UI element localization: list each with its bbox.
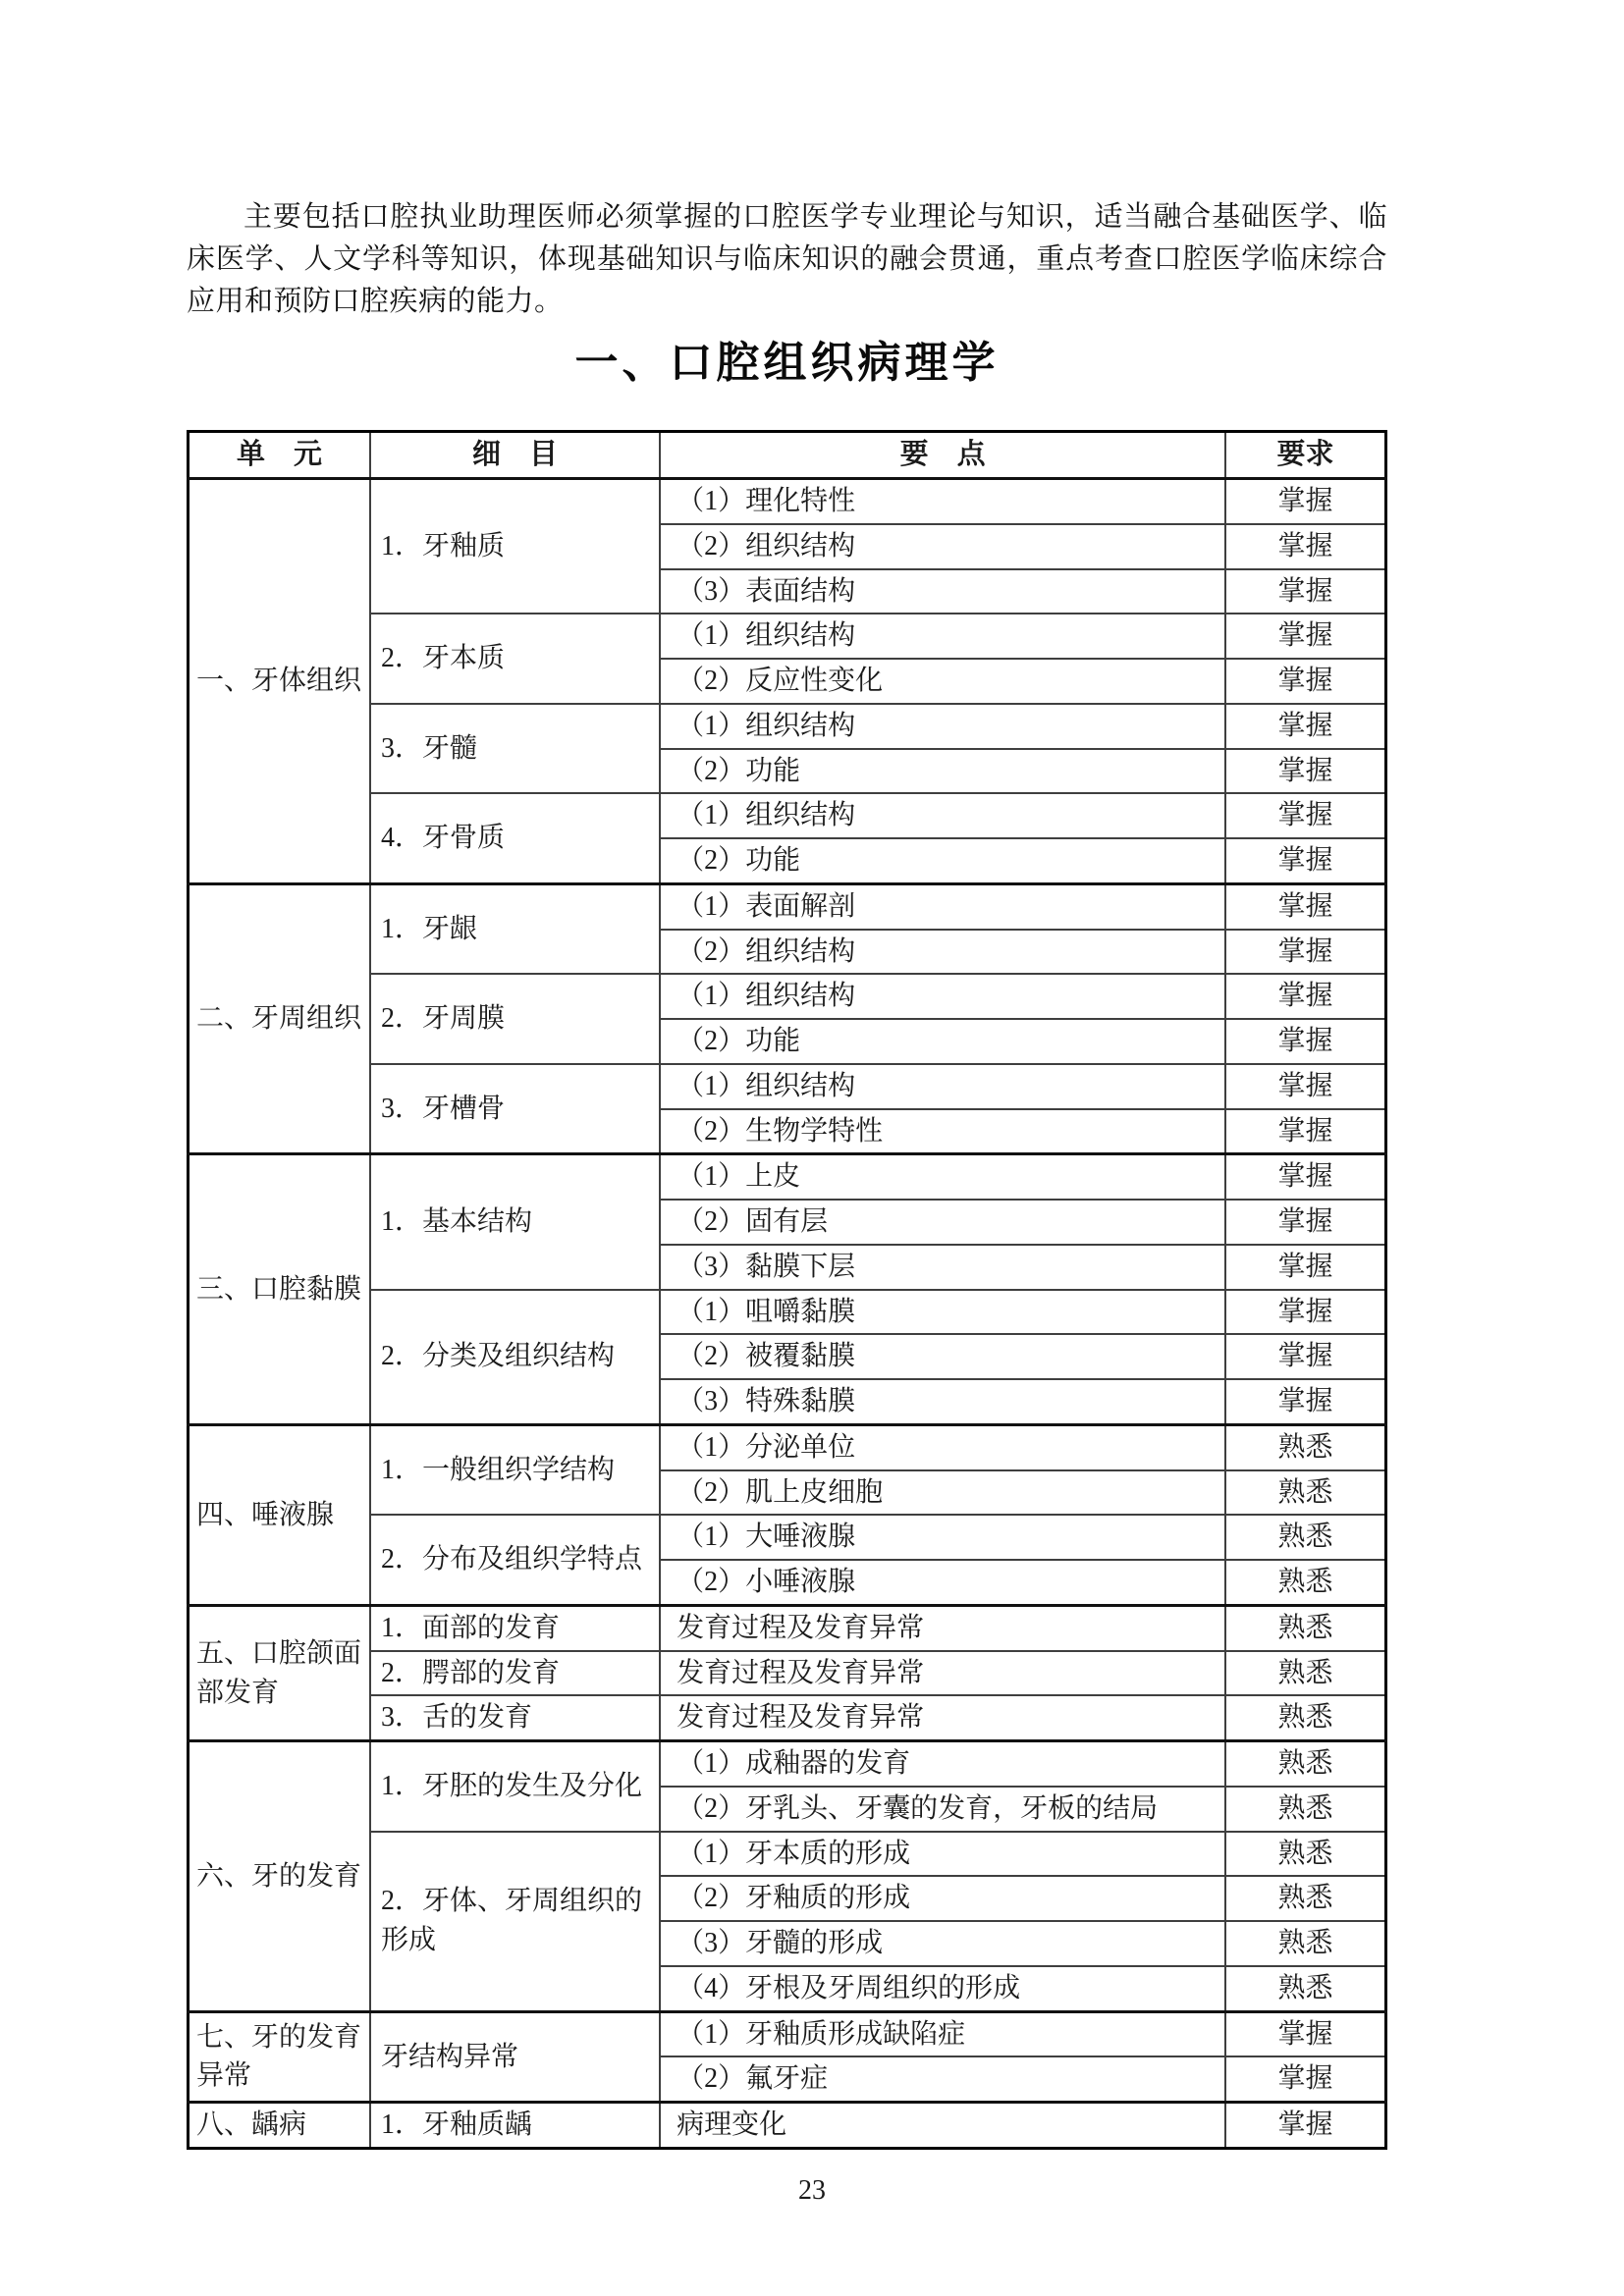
- table-row: [189, 883, 1386, 929]
- requirement-cell: 掌握: [1225, 749, 1386, 794]
- requirement-cell: 掌握: [1225, 659, 1386, 704]
- detail-cell: 1．牙胚的发生及分化: [370, 1741, 660, 1832]
- point-cell: （2）氟牙症: [660, 2056, 1225, 2102]
- point-cell: （1）上皮: [660, 1154, 1225, 1200]
- column-header-detail: 细 目: [370, 432, 660, 479]
- requirement-cell: 熟悉: [1225, 1876, 1386, 1921]
- requirement-cell: 掌握: [1225, 1379, 1386, 1424]
- detail-cell: 1．牙龈: [370, 883, 660, 974]
- point-cell: （3）黏膜下层: [660, 1245, 1225, 1290]
- requirement-cell: 掌握: [1225, 1200, 1386, 1245]
- requirement-cell: 熟悉: [1225, 1470, 1386, 1516]
- point-cell: （2）反应性变化: [660, 659, 1225, 704]
- detail-cell: 2．分类及组织结构: [370, 1290, 660, 1425]
- point-cell: （1）组织结构: [660, 1064, 1225, 1109]
- point-cell: （1）组织结构: [660, 614, 1225, 659]
- detail-cell: 1．一般组织学结构: [370, 1424, 660, 1515]
- requirement-cell: 掌握: [1225, 1064, 1386, 1109]
- requirement-cell: 掌握: [1225, 1154, 1386, 1200]
- point-cell: 病理变化: [660, 2103, 1225, 2149]
- requirement-cell: 掌握: [1225, 1334, 1386, 1379]
- unit-cell: 三、口腔黏膜: [189, 1154, 370, 1425]
- unit-cell: 一、牙体组织: [189, 479, 370, 884]
- requirement-cell: 熟悉: [1225, 1651, 1386, 1696]
- unit-cell: 六、牙的发育: [189, 1741, 370, 2012]
- detail-cell: 4．牙骨质: [370, 793, 660, 883]
- requirement-cell: 熟悉: [1225, 1605, 1386, 1650]
- detail-cell: 3．牙槽骨: [370, 1064, 660, 1154]
- requirement-cell: 熟悉: [1225, 1515, 1386, 1560]
- point-cell: （3）表面结构: [660, 569, 1225, 614]
- point-cell: （1）表面解剖: [660, 883, 1225, 929]
- point-cell: 发育过程及发育异常: [660, 1695, 1225, 1740]
- point-cell: （1）牙釉质形成缺陷症: [660, 2011, 1225, 2056]
- unit-cell: 二、牙周组织: [189, 883, 370, 1154]
- requirement-cell: 熟悉: [1225, 1832, 1386, 1877]
- point-cell: （1）组织结构: [660, 974, 1225, 1019]
- requirement-cell: 掌握: [1225, 883, 1386, 929]
- point-cell: （1）成釉器的发育: [660, 1741, 1225, 1787]
- requirement-cell: 熟悉: [1225, 1921, 1386, 1966]
- requirement-cell: 熟悉: [1225, 1560, 1386, 1605]
- detail-cell: 2．腭部的发育: [370, 1651, 660, 1696]
- requirement-cell: 熟悉: [1225, 1424, 1386, 1469]
- requirement-cell: 熟悉: [1225, 1741, 1386, 1787]
- requirement-cell: 掌握: [1225, 2011, 1386, 2056]
- point-cell: （1）分泌单位: [660, 1424, 1225, 1469]
- requirement-cell: 掌握: [1225, 524, 1386, 569]
- table-row: [189, 479, 1386, 524]
- requirement-cell: 掌握: [1225, 930, 1386, 975]
- requirement-cell: 掌握: [1225, 704, 1386, 749]
- table-row: [189, 1154, 1386, 1200]
- intro-paragraph: 主要包括口腔执业助理医师必须掌握的口腔医学专业理论与知识，适当融合基础医学、临床医学、人文学科等知识，体现基础知识与临床知识的融会贯通，重点考查口腔医学临床综合应用和预防口腔疾病的能力。: [187, 201, 1387, 317]
- detail-cell: 1．牙釉质: [370, 479, 660, 614]
- point-cell: （2）小唾液腺: [660, 1560, 1225, 1605]
- page-number: 23: [798, 2174, 826, 2206]
- point-cell: （2）组织结构: [660, 524, 1225, 569]
- point-cell: （2）生物学特性: [660, 1109, 1225, 1154]
- syllabus-table: [187, 430, 1387, 2150]
- requirement-cell: 掌握: [1225, 614, 1386, 659]
- detail-cell: 牙结构异常: [370, 2011, 660, 2103]
- unit-cell: 五、口腔颌面部发育: [189, 1605, 370, 1740]
- requirement-cell: 熟悉: [1225, 1787, 1386, 1832]
- requirement-cell: 掌握: [1225, 1109, 1386, 1154]
- point-cell: （2）组织结构: [660, 930, 1225, 975]
- requirement-cell: 掌握: [1225, 1245, 1386, 1290]
- point-cell: （1）理化特性: [660, 479, 1225, 524]
- point-cell: 发育过程及发育异常: [660, 1651, 1225, 1696]
- point-cell: （2）被覆黏膜: [660, 1334, 1225, 1379]
- point-cell: （1）咀嚼黏膜: [660, 1290, 1225, 1335]
- detail-cell: 3．舌的发育: [370, 1695, 660, 1740]
- detail-cell: 2．牙周膜: [370, 974, 660, 1064]
- detail-cell: 1．牙釉质龋: [370, 2103, 660, 2149]
- table-header-row: [189, 432, 1386, 479]
- point-cell: （2）固有层: [660, 1200, 1225, 1245]
- requirement-cell: 掌握: [1225, 2103, 1386, 2149]
- requirement-cell: 掌握: [1225, 793, 1386, 838]
- point-cell: （2）牙乳头、牙囊的发育，牙板的结局: [660, 1787, 1225, 1832]
- requirement-cell: 掌握: [1225, 569, 1386, 614]
- point-cell: （1）大唾液腺: [660, 1515, 1225, 1560]
- point-cell: （1）组织结构: [660, 793, 1225, 838]
- point-cell: （1）组织结构: [660, 704, 1225, 749]
- detail-cell: 1．基本结构: [370, 1154, 660, 1290]
- detail-cell: 1．面部的发育: [370, 1605, 660, 1650]
- detail-cell: 2．分布及组织学特点: [370, 1515, 660, 1605]
- point-cell: 发育过程及发育异常: [660, 1605, 1225, 1650]
- point-cell: （2）牙釉质的形成: [660, 1876, 1225, 1921]
- detail-cell: 2．牙本质: [370, 614, 660, 704]
- detail-cell: 3．牙髓: [370, 704, 660, 794]
- requirement-cell: 掌握: [1225, 1290, 1386, 1335]
- point-cell: （2）功能: [660, 749, 1225, 794]
- requirement-cell: 掌握: [1225, 2056, 1386, 2102]
- requirement-cell: 掌握: [1225, 838, 1386, 883]
- table-row: [189, 2103, 1386, 2149]
- requirement-cell: 掌握: [1225, 479, 1386, 524]
- column-header-requirement: 要求: [1225, 432, 1386, 479]
- detail-cell: 2．牙体、牙周组织的形成: [370, 1832, 660, 2012]
- table-row: [189, 2011, 1386, 2056]
- point-cell: （4）牙根及牙周组织的形成: [660, 1966, 1225, 2011]
- unit-cell: 八、龋病: [189, 2103, 370, 2149]
- unit-cell: 七、牙的发育异常: [189, 2011, 370, 2103]
- requirement-cell: 掌握: [1225, 1019, 1386, 1064]
- point-cell: （2）功能: [660, 1019, 1225, 1064]
- point-cell: （3）牙髓的形成: [660, 1921, 1225, 1966]
- point-cell: （3）特殊黏膜: [660, 1379, 1225, 1424]
- table-row: [189, 1605, 1386, 1650]
- point-cell: （1）牙本质的形成: [660, 1832, 1225, 1877]
- table-row: [189, 1424, 1386, 1469]
- unit-cell: 四、唾液腺: [189, 1424, 370, 1605]
- table-row: [189, 1741, 1386, 1787]
- section-title: 一、口腔组织病理学: [574, 339, 1000, 387]
- column-header-points: 要 点: [660, 432, 1225, 479]
- requirement-cell: 掌握: [1225, 974, 1386, 1019]
- column-header-unit: 单 元: [189, 432, 370, 479]
- point-cell: （2）功能: [660, 838, 1225, 883]
- requirement-cell: 熟悉: [1225, 1695, 1386, 1740]
- requirement-cell: 熟悉: [1225, 1966, 1386, 2011]
- point-cell: （2）肌上皮细胞: [660, 1470, 1225, 1516]
